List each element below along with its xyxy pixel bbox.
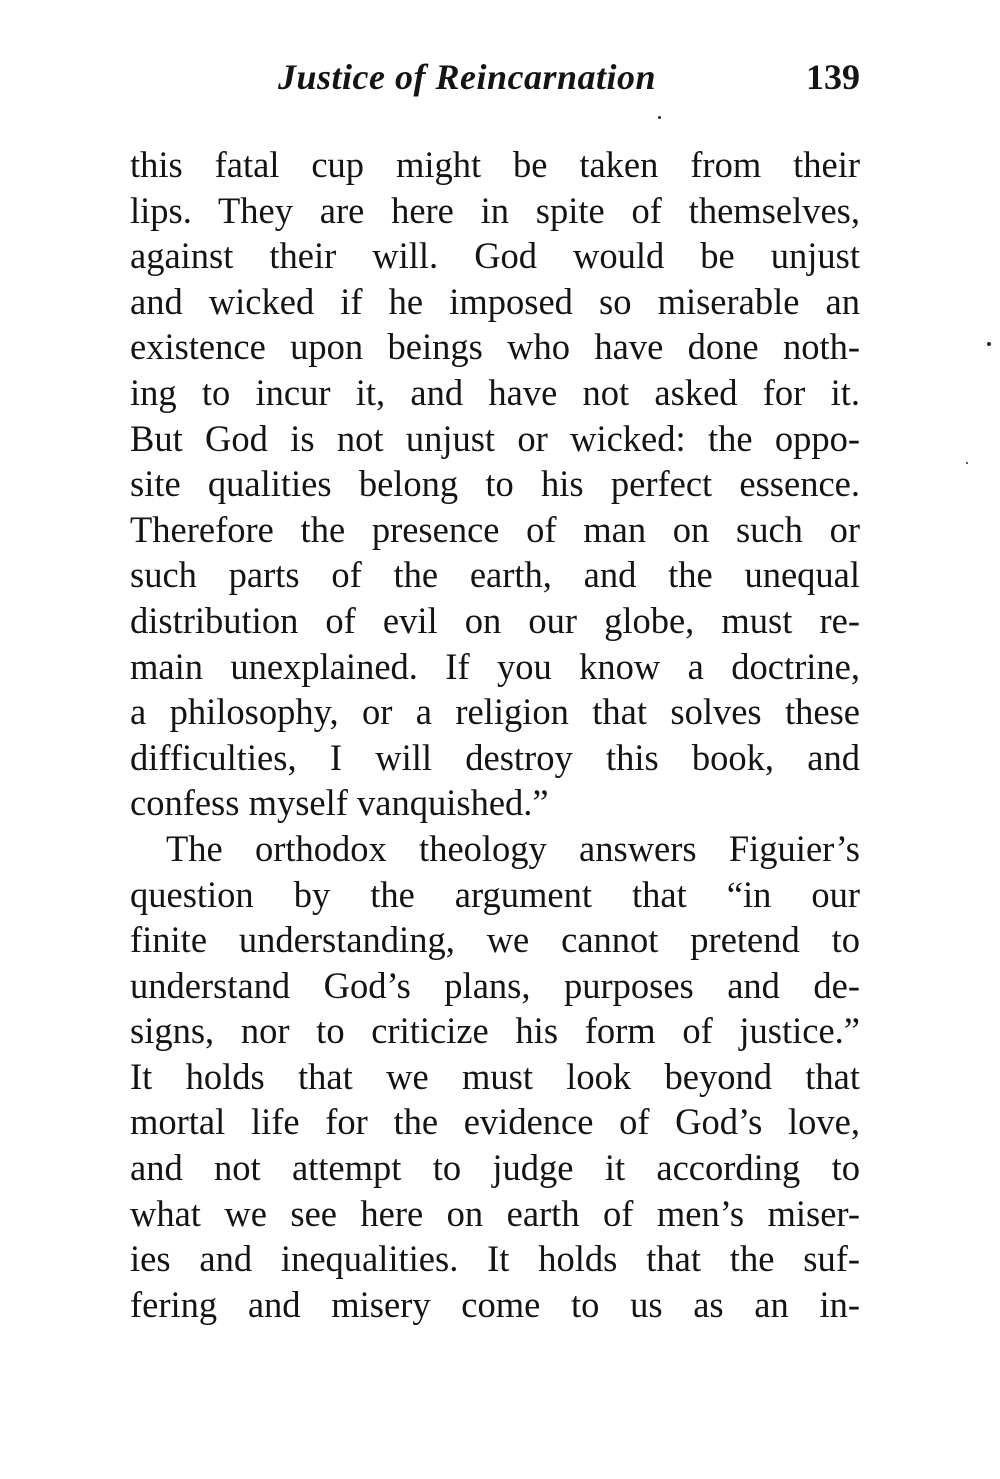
text-line: question by the argument that “in our — [130, 873, 860, 915]
text-line: ing to incur it, and have not asked for it. — [130, 371, 860, 413]
text-line: main unexplained. If you know a doctrine, — [130, 645, 860, 687]
text-line: fering and misery come to us as an in- — [130, 1283, 860, 1325]
paragraph-start-line: The orthodox theology answers Figuier’s — [166, 827, 860, 869]
running-head — [130, 56, 860, 106]
text-line: a philosophy, or a religion that solves these — [130, 691, 860, 733]
text-line: ies and inequalities. It holds that the suf- — [130, 1238, 860, 1280]
text-line: Therefore the presence of man on such or — [130, 508, 860, 550]
text-line: such parts of the earth, and the unequal — [130, 554, 860, 596]
text-line: and not attempt to judge it according to — [130, 1147, 860, 1189]
text-line: understand God’s plans, purposes and de- — [130, 964, 860, 1006]
text-line: what we see here on earth of men’s miser- — [130, 1192, 860, 1234]
text-line: site qualities belong to his perfect essence. — [130, 463, 860, 505]
text-line: existence upon beings who have done noth- — [130, 326, 860, 368]
paragraph-end-line: confess myself vanquished.” — [130, 782, 549, 824]
scan-speck — [658, 116, 661, 119]
text-line: distribution of evil on our globe, must re- — [130, 599, 860, 641]
scan-speck — [966, 462, 968, 464]
body-text — [130, 142, 860, 1327]
text-line: lips. They are here in spite of themselves, — [130, 189, 860, 231]
text-line: signs, nor to criticize his form of justice.” — [130, 1010, 860, 1052]
page-number: 139 — [806, 57, 860, 97]
text-line: mortal life for the evidence of God’s love, — [130, 1101, 860, 1143]
text-line: this fatal cup might be taken from their — [130, 144, 860, 185]
text-line: difficulties, I will destroy this book, and — [130, 736, 860, 778]
scan-speck — [987, 342, 991, 346]
text-line: But God is not unjust or wicked: the oppo- — [130, 417, 860, 459]
text-line: and wicked if he imposed so miserable an — [130, 280, 860, 322]
running-title: Justice of Reincarnation — [278, 57, 657, 97]
text-line: It holds that we must look beyond that — [130, 1055, 860, 1097]
text-line: finite understanding, we cannot pretend to — [130, 919, 860, 961]
text-line: against their will. God would be unjust — [130, 235, 860, 277]
